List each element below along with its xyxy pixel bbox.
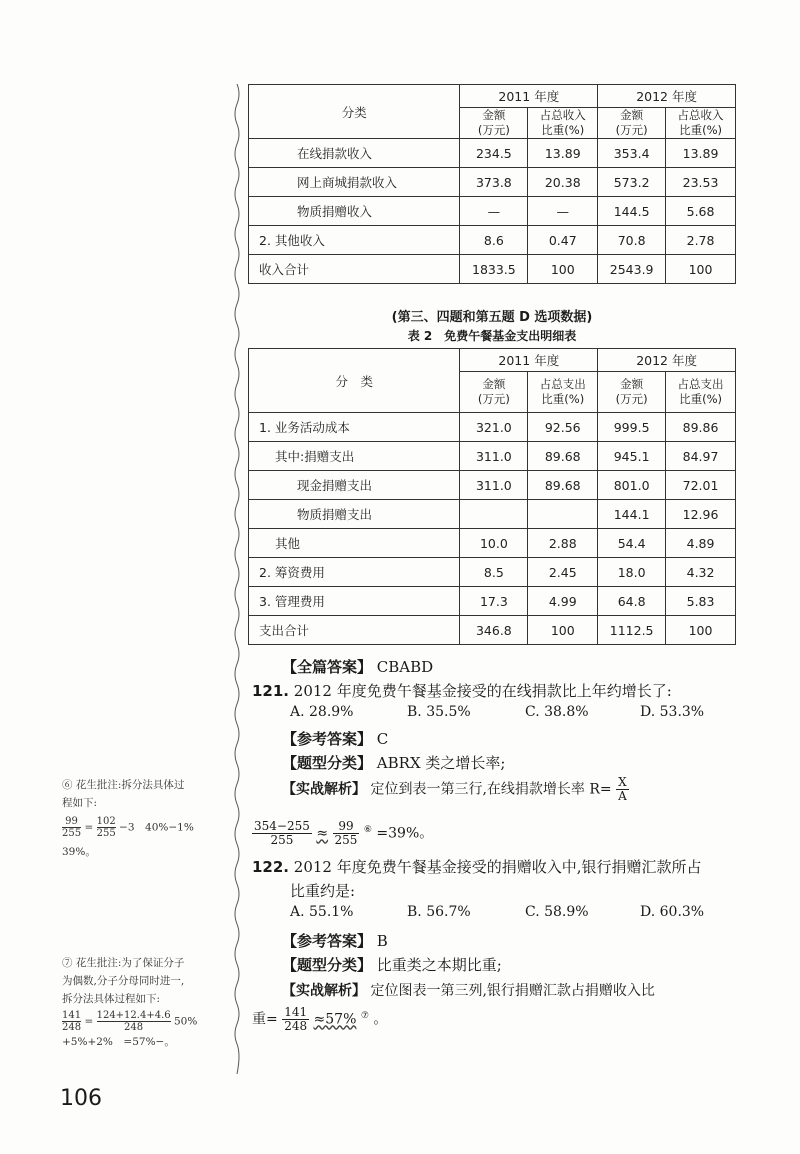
q122-option-c: C. 58.9%	[525, 904, 589, 920]
table2-amount-header-2: 金额 (万元)	[598, 372, 666, 413]
q121-option-d: D. 53.3%	[640, 704, 705, 720]
income-table	[248, 84, 736, 284]
q121-reference-answer: 【参考答案】 C	[282, 730, 389, 748]
table1-year2-header: 2012 年度	[598, 85, 736, 108]
q122-formula: 重= $\frac{141}{248}$ ≈57% ⑦ 。	[252, 1005, 388, 1033]
table-row: 支出合计 346.8 100 1112.5 100	[249, 616, 736, 645]
q121-formula: $\frac{354-255}{255}$ ≈ $\frac{99}{255}$ ⑥ =39%。	[254, 819, 434, 847]
expense-table	[248, 348, 736, 645]
table-row: 在线捐款收入 234.5 13.89 353.4 13.89	[249, 139, 736, 168]
q121-stem: 121. 2012 年度免费午餐基金接受的在线捐款比上年约增长了:	[252, 682, 672, 700]
table-row: 其他 10.0 2.88 54.4 4.89	[249, 529, 736, 558]
margin-wavy-line	[232, 84, 242, 1074]
table2-category-header: 分 类	[249, 349, 460, 413]
table-note: (第三、四题和第五题 D 选项数据)	[391, 310, 593, 325]
q121-analysis: 【实战解析】 定位到表一第三行,在线捐款增长率 R= $\frac{X}{A}$	[282, 775, 627, 803]
q121-option-b: B. 35.5%	[407, 704, 471, 720]
q122-reference-answer: 【参考答案】 B	[282, 932, 388, 950]
table-row: 2. 其他收入 8.6 0.47 70.8 2.78	[249, 226, 736, 255]
q121-question-type: 【题型分类】 ABRX 类之增长率;	[282, 754, 506, 772]
table2-share-header: 占总支出 比重(%)	[528, 372, 598, 413]
q121-option-c: C. 38.8%	[525, 704, 589, 720]
table2-amount-header: 金额 (万元)	[460, 372, 528, 413]
table-row: 2. 筹资费用 8.5 2.45 18.0 4.32	[249, 558, 736, 587]
q122-analysis: 【实战解析】 定位图表一第三列,银行捐赠汇款占捐赠收入比	[282, 983, 655, 999]
q122-stem-continued: 比重约是:	[290, 882, 356, 900]
q121-rate-fraction: $\frac{X}{A}$	[618, 775, 627, 803]
table1-share-header-2: 占总收入 比重(%)	[666, 108, 736, 139]
table2-title: 表 2 免费午餐基金支出明细表	[407, 329, 577, 343]
table-row: 收入合计 1833.5 100 2543.9 100	[249, 255, 736, 284]
q122-option-a: A. 55.1%	[290, 904, 354, 920]
table2-share-header-2: 占总支出 比重(%)	[666, 372, 736, 413]
side-note-7: ⑦ 花生批注:为了保证分子 为偶数,分子分母同时进一, 拆分法具体过程如下: $\frac{141}{248}$ = $\frac{124+12.4+4.6}{248} 50\%$ +5%+2% =57%−。	[62, 957, 198, 1048]
table2-year1-header: 2011 年度	[460, 349, 598, 372]
table-row: 网上商城捐款收入 373.8 20.38 573.2 23.53	[249, 168, 736, 197]
table1-year1-header: 2011 年度	[460, 85, 598, 108]
table-row: 物质捐赠支出 144.1 12.96	[249, 500, 736, 529]
q122-option-b: B. 56.7%	[407, 904, 471, 920]
table-row: 现金捐赠支出 311.0 89.68 801.0 72.01	[249, 471, 736, 500]
q121-option-a: A. 28.9%	[290, 704, 354, 720]
page-number: 106	[60, 1086, 102, 1111]
q122-question-type: 【题型分类】 比重类之本期比重;	[282, 956, 502, 974]
table1-amount-header-2: 金额 (万元)	[598, 108, 666, 139]
table-row: 物质捐赠收入 — — 144.5 5.68	[249, 197, 736, 226]
q122-option-d: D. 60.3%	[640, 904, 705, 920]
side-note-6: ⑥ 花生批注:拆分法具体过 程如下: $\frac{99}{255}$ = $\frac{102}{255} -3$ 40%−1% 39%。	[62, 779, 194, 858]
table1-share-header: 占总收入 比重(%)	[528, 108, 598, 139]
table1-category-header: 分类	[249, 85, 460, 139]
table-row: 1. 业务活动成本 321.0 92.56 999.5 89.86	[249, 413, 736, 442]
table-row: 3. 管理费用 17.3 4.99 64.8 5.83	[249, 587, 736, 616]
table-row: 其中:捐赠支出 311.0 89.68 945.1 84.97	[249, 442, 736, 471]
table2-year2-header: 2012 年度	[598, 349, 736, 372]
q122-stem: 122. 2012 年度免费午餐基金接受的捐赠收入中,银行捐赠汇款所占	[252, 858, 702, 876]
all-answers-line: 【全篇答案】 CBABD	[282, 658, 434, 676]
table1-amount-header: 金额 (万元)	[460, 108, 528, 139]
